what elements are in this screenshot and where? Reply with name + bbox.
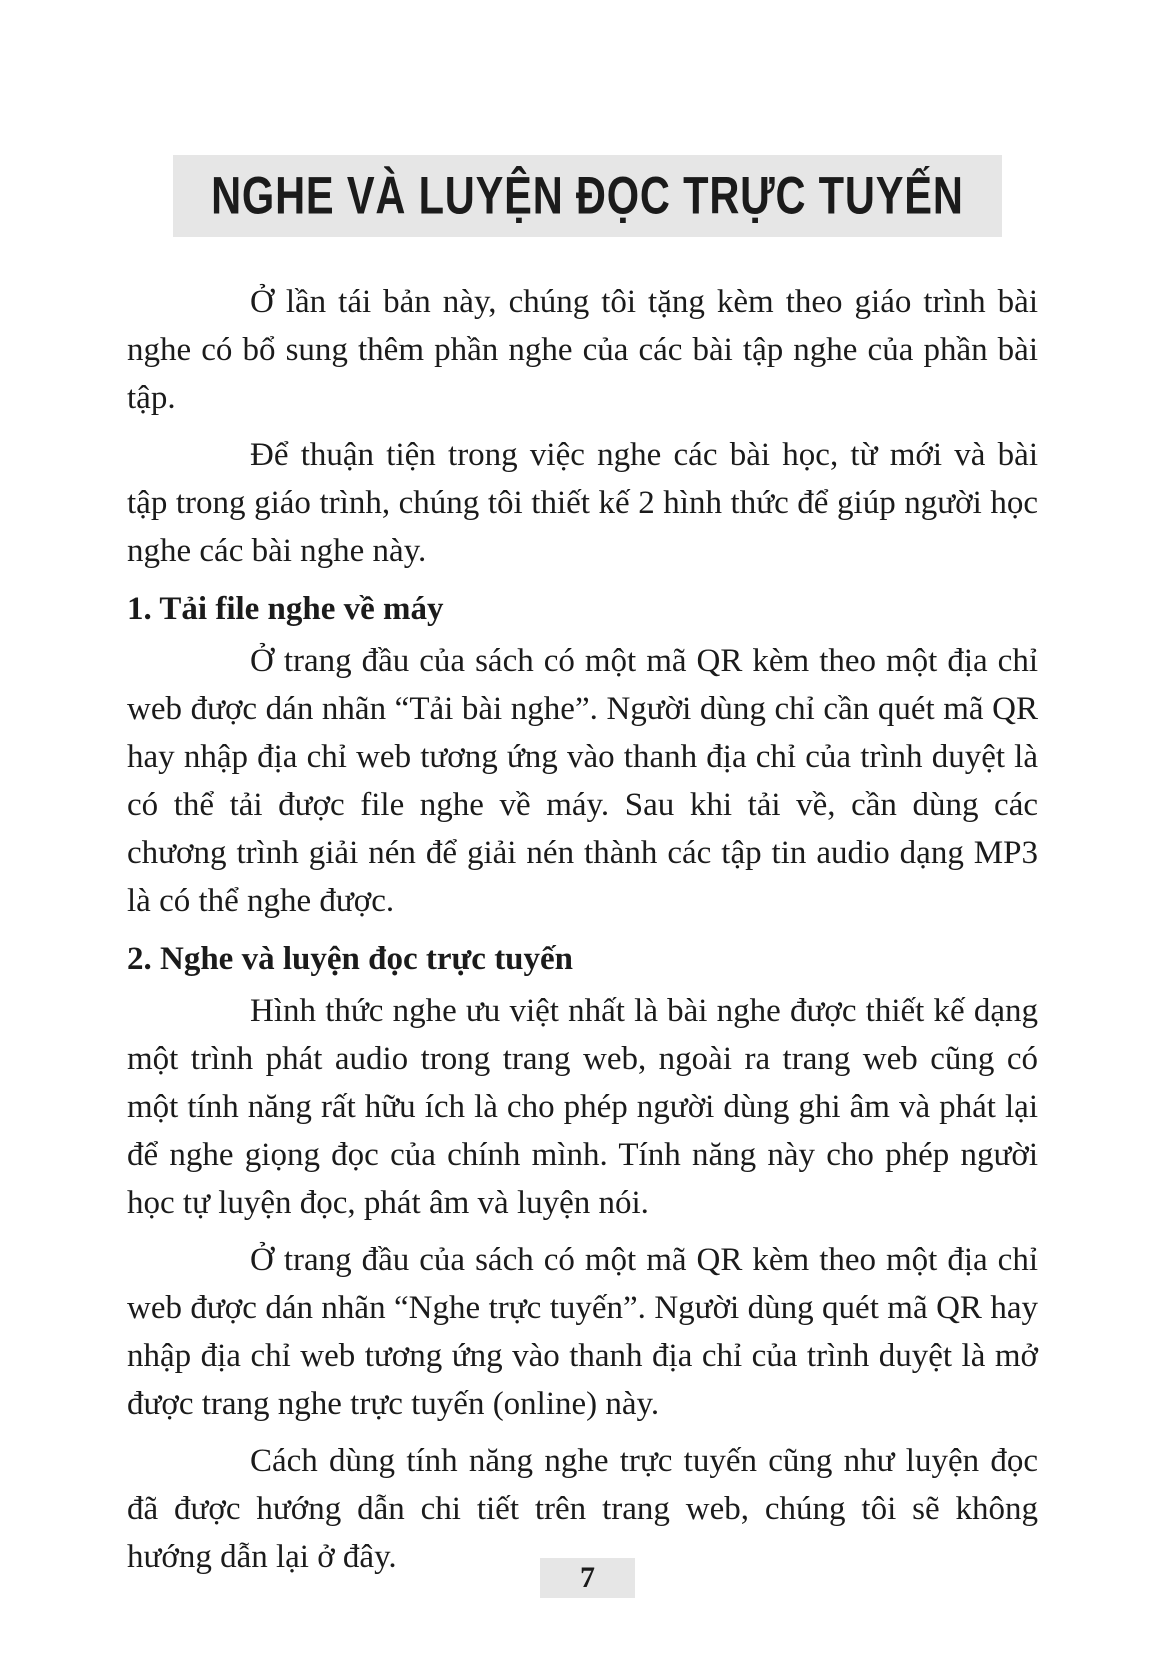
section-heading-online: 2. Nghe và luyện đọc trực tuyến: [127, 941, 574, 977]
page-title: NGHE VÀ LUYỆN ĐỌC TRỰC TUYẾN: [211, 166, 964, 226]
paragraph-closing: Cách dùng tính năng nghe trực tuyến cũng như luyện đọc đã được hướng dẫn chi tiết trên trang web, chúng tôi sẽ không hướng dẫn lại ở đây.: [127, 1443, 1038, 1575]
title-banner: [173, 155, 1002, 237]
section-heading-download: 1. Tải file nghe về máy: [127, 591, 444, 627]
paragraph-online-qr: Ở trang đầu của sách có một mã QR kèm theo một địa chỉ web được dán nhãn “Nghe trực tuyến”. Người dùng quét mã QR hay nhập địa chỉ web tương ứng vào thanh địa chỉ của trình duyệt là mở được trang nghe trực tuyến (online) này.: [127, 1242, 1038, 1422]
page-number-box: [540, 1558, 635, 1598]
paragraph-download-instructions: Ở trang đầu của sách có một mã QR kèm theo một địa chỉ web được dán nhãn “Tải bài nghe”. Người dùng chỉ cần quét mã QR hay nhập địa chỉ web tương ứng vào thanh địa chỉ của trình duyệt là có thể tải được file nghe về máy. Sau khi tải về, cần dùng các chương trình giải nén để giải nén thành các tập tin audio dạng MP3 là có thể nghe được.: [127, 643, 1038, 919]
page-number: 7: [580, 1561, 595, 1594]
paragraph-online-player: Hình thức nghe ưu việt nhất là bài nghe được thiết kế dạng một trình phát audio trong trang web, ngoài ra trang web cũng có một tính năng rất hữu ích là cho phép người dùng ghi âm và phát lại để nghe giọng đọc của chính mình. Tính năng này cho phép người học tự luyện đọc, phát âm và luyện nói.: [127, 993, 1038, 1221]
paragraph-intro: Ở lần tái bản này, chúng tôi tặng kèm theo giáo trình bài nghe có bổ sung thêm phần nghe của các bài tập nghe của phần bài tập.: [127, 284, 1038, 416]
paragraph-two-methods: Để thuận tiện trong việc nghe các bài học, từ mới và bài tập trong giáo trình, chúng tôi thiết kế 2 hình thức để giúp người học nghe các bài nghe này.: [127, 437, 1038, 569]
document-body: [127, 278, 1038, 1590]
